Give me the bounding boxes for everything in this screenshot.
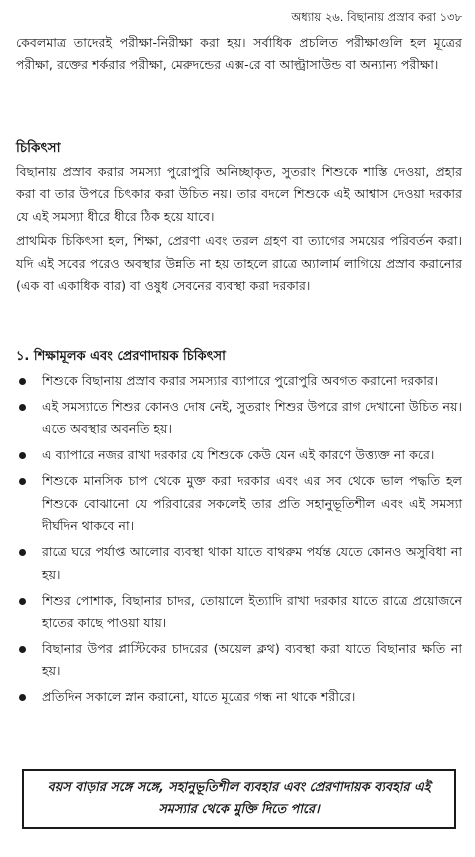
- list-item-text: এ ব্যাপারে নজর রাখা দরকার যে শিশুকে কেউ যেন এই কারণে উত্ত্যক্ত না করে।: [42, 447, 435, 463]
- bullet-icon: [19, 478, 26, 485]
- list-item-text: এই সমস্যাতে শিশুর কোনও দোষ নেই, সুতরাং শিশুর উপরে রাগ দেখানো উচিত নয়। এতে অবস্থার অবনতি হয়।: [42, 399, 462, 437]
- bullet-icon: [19, 404, 26, 411]
- bullet-list: [16, 370, 462, 712]
- callout-box: [22, 769, 456, 829]
- list-item: [16, 444, 462, 466]
- bullet-icon: [19, 646, 26, 653]
- list-item-text: রাত্রে ঘরে পর্যাপ্ত আলোর ব্যবস্থা থাকা যাতে বাথরুম পর্যন্ত যেতে কোনও অসুবিধা না হয়।: [42, 544, 462, 582]
- section-heading-treatment: চিকিৎসা: [16, 140, 61, 156]
- list-item-text: শিশুকে মানসিক চাপ থেকে মুক্ত করা দরকার এবং এর সব থেকে ভাল পদ্ধতি হল শিশুকে বোঝানো যে পরিবারের সকলেই তার প্রতি সহানুভূতিশীল এবং এই সমস্যা দীর্ঘদিন থাকবে না।: [42, 473, 462, 534]
- bullet-icon: [19, 378, 26, 385]
- running-header: অধ্যায় ২৬. বিছানায় প্রস্রাব করা ১৩৮: [291, 10, 462, 24]
- list-item: [16, 590, 462, 635]
- list-item-text: বিছানার উপর প্লাস্টিকের চাদরের (অয়েল ক্লথ) ব্যবস্থা করা যাতে বিছানার ক্ষতি না হয়।: [42, 641, 462, 679]
- list-item-text: প্রতিদিন সকালে স্নান করানো, যাতে মূত্রের গন্ধ না থাকে শরীরে।: [42, 689, 356, 705]
- treatment-paragraph: বিছানায় প্রস্রাব করার সমস্যা পুরোপুরি অনিচ্ছাকৃত, সুতরাং শিশুকে শাস্তি দেওয়া, প্রহার করা বা তার উপরে চিৎকার করা উচিত নয়। তার বদলে শিশুকে এই আশ্বাস দেওয়া দরকার যে এই সমস্যা ধীরে ধীরে ঠিক হয়ে যাবে।: [16, 164, 462, 224]
- list-item: [16, 541, 462, 586]
- bullet-icon: [19, 452, 26, 459]
- treatment-body: [16, 161, 462, 297]
- intro-paragraph: কেবলমাত্র তাদেরই পরীক্ষা-নিরীক্ষা করা হয়। সর্বাধিক প্রচলিত পরীক্ষাগুলি হল মূত্রের পরীক্ষা, রক্তের শর্করার পরীক্ষা, মেরুদন্ডের এক্স-রে বা আল্ট্রাসাউন্ড বা অন্যান্য পরীক্ষা।: [16, 35, 462, 73]
- callout-text: বয়স বাড়ার সঙ্গে সঙ্গে, সহানুভূতিশীল ব্যবহার এবং প্রেরণাদায়ক ব্যবহার এই সমস্যার থেকে মুক্তি দিতে পারে।: [47, 780, 431, 817]
- book-page: [16, 0, 462, 857]
- list-item-text: শিশুর পোশাক, বিছানার চাদর, তোয়ালে ইত্যাদি রাখা দরকার যাতে রাত্রে প্রয়োজনে হাতের কাছে পাওয়া যায়।: [42, 592, 462, 631]
- list-item-text: শিশুকে বিছানায় প্রস্রাব করার সমস্যার ব্যাপারে পুরোপুরি অবগত করানো দরকার।: [42, 373, 439, 388]
- list-item: [16, 686, 462, 708]
- bullet-icon: [19, 694, 26, 701]
- list-item: [16, 396, 462, 441]
- bullet-icon: [19, 598, 26, 605]
- bullet-icon: [19, 549, 26, 556]
- list-item: [16, 470, 462, 537]
- treatment-paragraph: প্রাথমিক চিকিৎসা হল, শিক্ষা, প্রেরণা এবং তরল গ্রহণ বা ত্যাগের সময়ের পরিবর্তন করা। যদি এই সবের পরেও অবস্থার উন্নতি না হয় তাহলে রাত্রে অ্যালার্ম লাগিয়ে প্রস্রাব করানোর (এক বা একাধিক বার) বা ওষুধ সেবনের ব্যবস্থা করা দরকার।: [16, 233, 462, 294]
- list-item: [16, 638, 462, 683]
- list-item: [16, 370, 462, 392]
- subsection-heading: ১. শিক্ষামূলক এবং প্রেরণাদায়ক চিকিৎসা: [16, 349, 226, 364]
